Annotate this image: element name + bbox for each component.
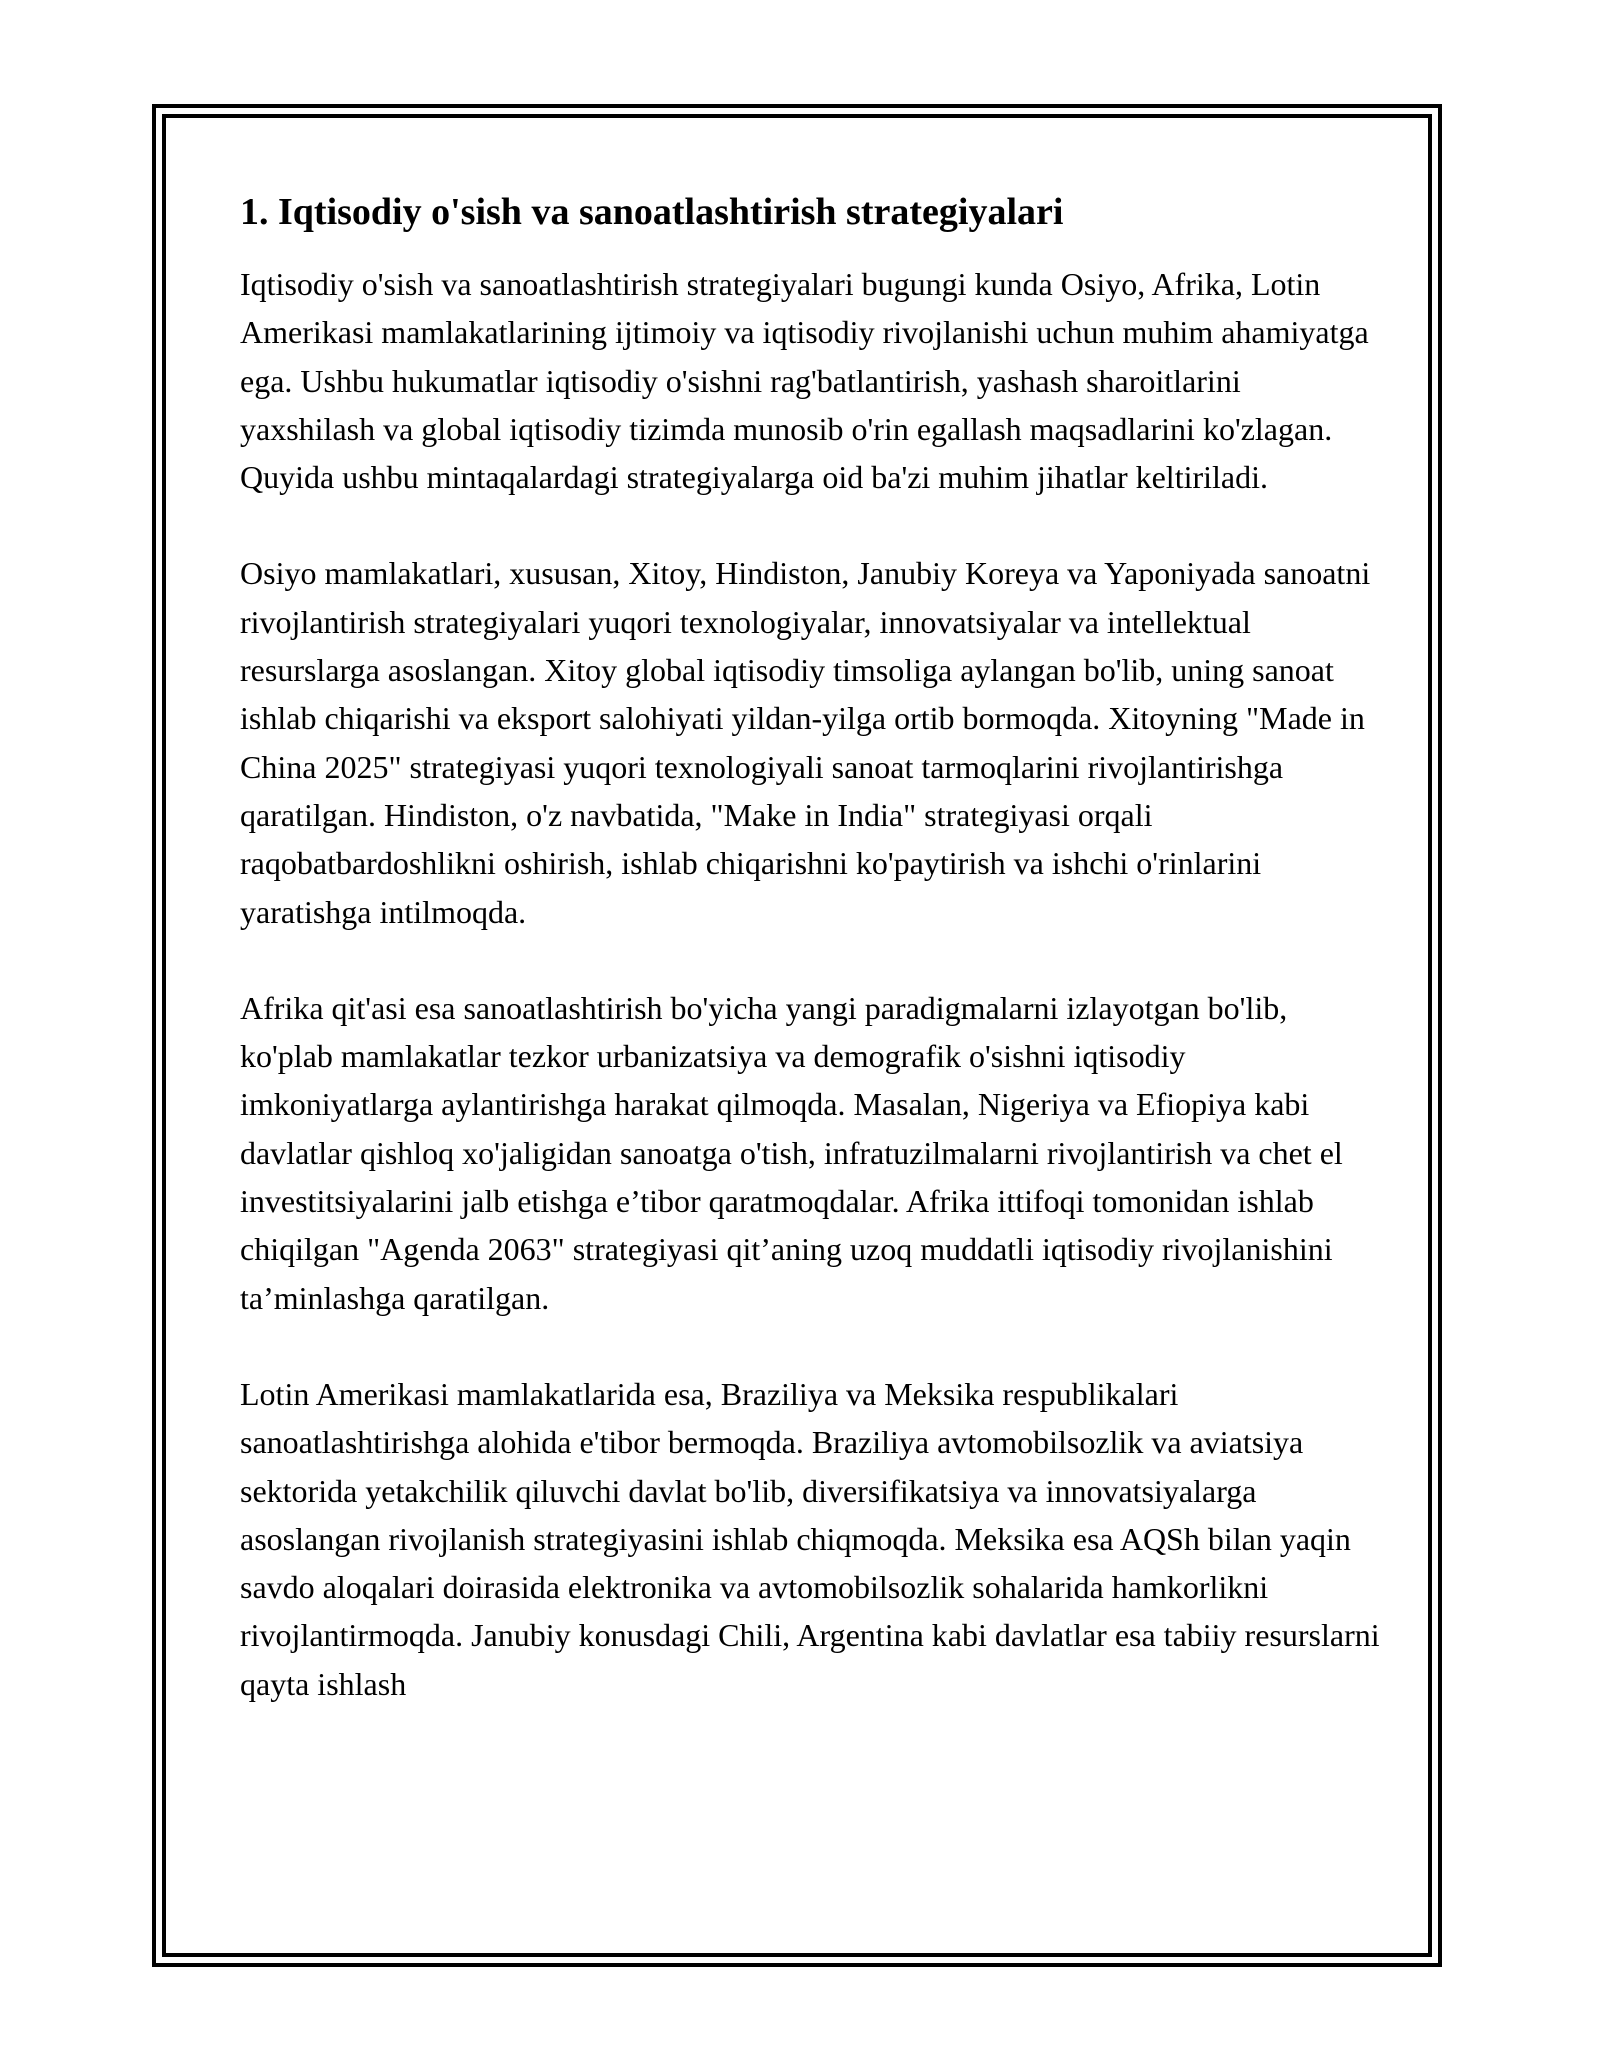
paragraph-latin-america: Lotin Amerikasi mamlakatlarida esa, Braziliya va Meksika respublikalari sanoatlashtirishga alohida e'tibor bermoqda. Braziliya avtomobilsozlik va aviatsiya sektorida yetakchilik qiluvchi davlat bo'lib, diversifikatsiya va innovatsiyalarga asoslangan rivojlanish strategiyasini ishlab chiqmoqda. Meksika esa AQSh bilan yaqin savdo aloqalari doirasida elektronika va avtomobilsozlik sohalarida hamkorlikni rivojlantirmoqda. Janubiy konusdagi Chili, Argentina kabi davlatlar esa tabiiy resurslarni qayta ishlash — [240, 1375, 1380, 1702]
paragraph-africa: Afrika qit'asi esa sanoatlashtirish bo'yicha yangi paradigmalarni izlayotgan bo'lib, ko'plab mamlakatlar tezkor urbanizatsiya va demografik o'sishni iqtisodiy imkoniyatlarga aylantirishga harakat qilmoqda. Masalan, Nigeriya va Efiopiya kabi davlatlar qishloq xo'jaligidan sanoatga o'tish, infratuzilmalarni rivojlantirish va chet el investitsiyalarini jalb etishga e’tibor qaratmoqdalar. Afrika ittifoqi tomonidan ishlab chiqilgan "Agenda 2063" strategiyasi qit’aning uzoq muddatli iqtisodiy rivojlanishini ta’minlashga qaratilgan. — [240, 989, 1343, 1316]
document-body — [240, 188, 1380, 1756]
section-heading: 1. Iqtisodiy o'sish va sanoatlashtirish strategiyalari — [240, 191, 1064, 233]
page-border-inner — [162, 114, 1432, 1957]
paragraph-asia: Osiyo mamlakatlari, xususan, Xitoy, Hindiston, Janubiy Koreya va Yaponiyada sanoatni rivojlantirish strategiyalari yuqori texnologiyalar, innovatsiyalar va intellektual resurslarga asoslangan. Xitoy global iqtisodiy timsoliga aylangan bo'lib, uning sanoat ishlab chiqarishi va eksport salohiyati yildan-yilga ortib bormoqda. Xitoyning "Made in China 2025" strategiyasi yuqori texnologiyali sanoat tarmoqlarini rivojlantirishga qaratilgan. Hindiston, o'z navbatida, "Make in India" strategiyasi orqali raqobatbardoshlikni oshirish, ishlab chiqarishni ko'paytirish va ishchi o'rinlarini yaratishga intilmoqda. — [240, 555, 1371, 930]
page-border-outer — [152, 104, 1442, 1967]
paragraph-intro: Iqtisodiy o'sish va sanoatlashtirish strategiyalari bugungi kunda Osiyo, Afrika, Lotin Amerikasi mamlakatlarining ijtimoiy va iqtisodiy rivojlanishi uchun muhim ahamiyatga ega. Ushbu hukumatlar iqtisodiy o'sishni rag'batlantirish, yashash sharoitlarini yaxshilash va global iqtisodiy tizimda munosib o'rin egallash maqsadlarini ko'zlagan. Quyida ushbu mintaqalardagi strategiyalarga oid ba'zi muhim jihatlar keltiriladi. — [240, 266, 1369, 496]
